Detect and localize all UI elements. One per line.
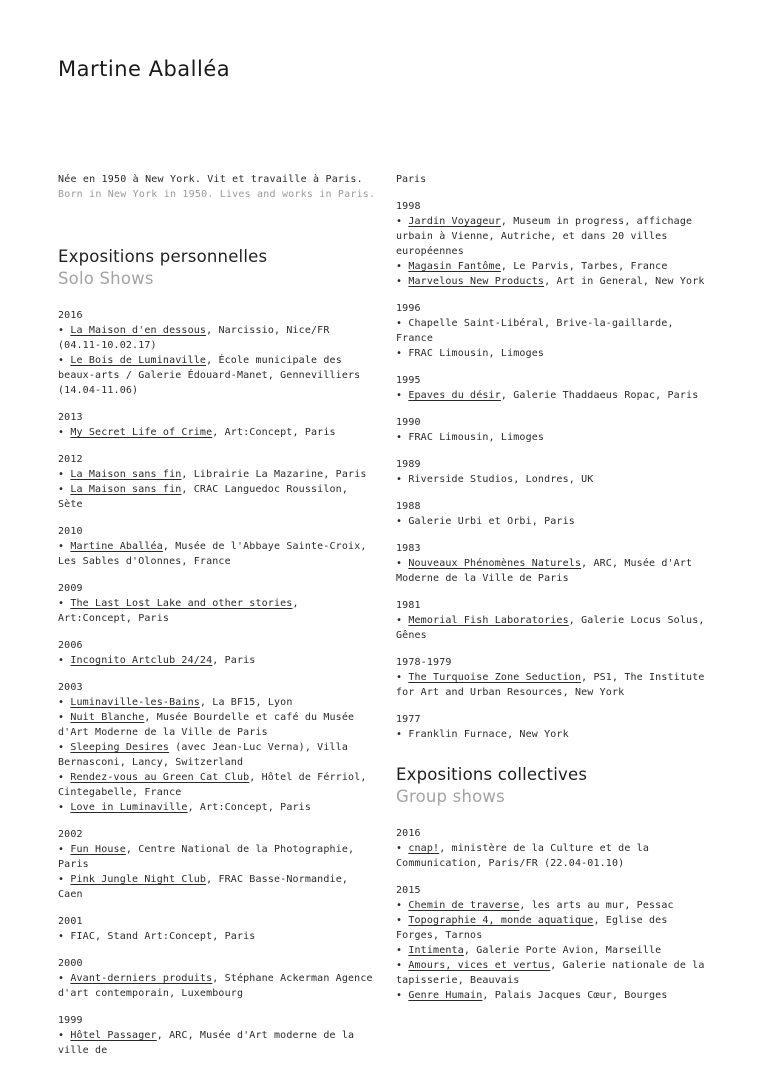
bullet: • [396,558,409,569]
year-block [396,457,714,487]
exhibition-title-link[interactable]: La Maison d'en dessous [70,325,207,336]
year-label: 1996 [396,303,421,314]
exhibition-entry [58,695,376,710]
year-label: 2015 [396,885,421,896]
bullet: • [396,729,409,740]
bullet: • [396,900,409,911]
bullet: • [396,276,409,287]
exhibition-venue: , Art:Concept, Paris [187,802,312,813]
year-block [58,452,376,512]
solo-title-fr: Expositions personnelles [58,247,268,266]
year-label: 1978-1979 [396,657,452,668]
bullet: • [58,1030,71,1041]
exhibition-entry [396,514,714,529]
bullet: • [58,874,71,885]
exhibition-title-link[interactable]: Jardin Voyageur [408,216,501,227]
exhibition-entry [58,425,376,440]
bullet: • [58,355,71,366]
exhibition-venue: , ARC, Musée d'Art Moderne de la Ville de Paris [396,558,693,584]
exhibition-entry [396,316,714,346]
exhibition-venue: , ministère de la Culture et de la Communication, Paris/FR (22.04-01.10) [396,843,650,869]
exhibition-title-link[interactable]: Topographie 4, monde aquatique [408,915,594,926]
year-label: 1998 [396,201,421,212]
year-label: 2001 [58,916,83,927]
bullet: • [396,516,409,527]
exhibition-entry [58,740,376,770]
year-block [58,1013,376,1058]
year-block [58,680,376,815]
exhibition-title-link[interactable]: Sleeping Desires [70,742,170,753]
year-label: 2012 [58,454,83,465]
exhibition-entry [58,929,376,944]
year-block [58,581,376,626]
exhibition-entry [58,482,376,512]
bullet: • [396,990,409,1001]
exhibition-title-link[interactable]: Pink Jungle Night Club [70,874,207,885]
year-label: 2016 [58,310,83,321]
exhibition-entry [396,472,714,487]
year-block [396,373,714,403]
year-label: 1989 [396,459,421,470]
bullet: • [58,655,71,666]
exhibition-venue: , Stéphane Ackerman Agence d'art contemporain, Luxembourg [58,973,373,999]
exhibition-entry [58,653,376,668]
bullet: • [396,432,409,443]
bullet: • [396,945,409,956]
exhibition-title-link[interactable]: cnap! [408,843,440,854]
year-block [58,638,376,668]
bullet: • [58,325,71,336]
exhibition-venue: , les arts au mur, Pessac [519,900,674,911]
exhibition-title-link[interactable]: Marvelous New Products [408,276,545,287]
exhibition-entry [396,346,714,361]
exhibition-entry [396,214,714,259]
year-block [396,598,714,643]
year-block [58,956,376,1001]
bullet: • [58,973,71,984]
group-title-en: Group shows [396,787,505,806]
exhibition-venue: FIAC, Stand Art:Concept, Paris [70,931,256,942]
year-label: 2003 [58,682,83,693]
bullet: • [396,318,409,329]
bullet: • [396,960,409,971]
solo-shows-heading [58,246,376,290]
group-shows-heading [396,764,714,808]
exhibition-venue: FRAC Limousin, Limoges [408,432,545,443]
continuation-text: Paris [396,174,427,185]
exhibition-venue: , Palais Jacques Cœur, Bourges [482,990,668,1001]
exhibition-entry [58,353,376,398]
bullet: • [58,772,71,783]
exhibition-entry [396,898,714,913]
exhibition-venue: , Museum in progress, affichage urbain à Vienne, Autriche, et dans 20 villes européennes [396,216,693,257]
year-block [396,712,714,742]
exhibition-venue: Riverside Studios, Londres, UK [408,474,594,485]
exhibition-venue: , Le Parvis, Tarbes, France [500,261,668,272]
bullet: • [396,348,409,359]
bullet: • [58,844,71,855]
bullet: • [58,541,71,552]
bullet: • [58,598,71,609]
exhibition-entry [396,913,714,943]
year-block [396,883,714,1003]
exhibition-venue: FRAC Limousin, Limoges [408,348,545,359]
exhibition-entry [396,388,714,403]
exhibition-venue: , Galerie Thaddaeus Ropac, Paris [500,390,699,401]
exhibition-title-link[interactable]: Fun House [70,844,126,855]
left-column [58,172,376,1070]
exhibition-title-link[interactable]: Nuit Blanche [70,712,145,723]
exhibition-entry [58,800,376,815]
exhibition-title-link[interactable]: Genre Humain [408,990,483,1001]
solo-title-en: Solo Shows [58,269,154,288]
exhibition-title-link[interactable]: Avant-derniers produits [70,973,213,984]
exhibition-entry [58,710,376,740]
bio-fr: Née en 1950 à New York. Vit et travaille à Paris. [58,174,363,185]
exhibition-entry [396,958,714,988]
exhibition-title-link[interactable]: Rendez-vous au Green Cat Club [70,772,250,783]
exhibition-title-link[interactable]: Nouveaux Phénomènes Naturels [408,558,582,569]
exhibition-venue: , Musée de l'Abbaye Sainte-Croix, Les Sables d'Olonnes, France [58,541,367,567]
exhibition-title-link[interactable]: Incognito Artclub 24/24 [70,655,213,666]
exhibition-entry [58,842,376,872]
exhibition-entry [396,613,714,643]
exhibition-entry [58,467,376,482]
bullet: • [58,712,71,723]
exhibition-title-link[interactable]: Magasin Fantôme [408,261,501,272]
year-block [396,499,714,529]
bullet: • [58,484,71,495]
year-label: 1983 [396,543,421,554]
exhibition-title-link[interactable]: Love in Luminaville [70,802,188,813]
exhibition-title-link[interactable]: Hôtel Passager [70,1030,157,1041]
exhibition-venue: Chapelle Saint-Libéral, Brive-la-gaillarde, France [396,318,674,344]
exhibition-venue: , Centre National de la Photographie, Paris [58,844,355,870]
year-label: 2002 [58,829,83,840]
year-block [58,308,376,398]
year-label: 1988 [396,501,421,512]
exhibition-title-link[interactable]: The Turquoise Zone Seduction [408,672,582,683]
exhibition-venue: , Galerie Locus Solus, Gênes [396,615,705,641]
year-label: 1999 [58,1015,83,1026]
year-label: 2000 [58,958,83,969]
group-shows-list [396,826,714,1003]
year-label: 2016 [396,828,421,839]
year-label: 1977 [396,714,421,725]
exhibition-venue: , Librairie La Mazarine, Paris [181,469,367,480]
bullet: • [396,672,409,683]
exhibition-title-link[interactable]: My Secret Life of Crime [70,427,213,438]
exhibition-title-link[interactable]: Luminaville-les-Bains [70,697,200,708]
year-label: 2013 [58,412,83,423]
year-label: 1981 [396,600,421,611]
bullet: • [396,390,409,401]
year-label: 2010 [58,526,83,537]
exhibition-venue: , Art:Concept, Paris [212,427,336,438]
bullet: • [58,469,71,480]
year-block [396,301,714,361]
exhibition-entry [396,274,714,289]
exhibition-entry [58,539,376,569]
exhibition-entry [58,323,376,353]
exhibition-venue: , Paris [212,655,256,666]
exhibition-title-link[interactable]: Intimenta [408,945,464,956]
right-column [396,172,714,1015]
exhibition-entry [396,430,714,445]
exhibition-entry [396,556,714,586]
exhibition-title-link[interactable]: La Maison sans fin [70,469,182,480]
bio [58,172,376,202]
exhibition-title-link[interactable]: Epaves du désir [408,390,501,401]
exhibition-venue: , Eglise des Forges, Tarnos [396,915,668,941]
bullet: • [396,843,409,854]
year-block [58,410,376,440]
group-title-fr: Expositions collectives [396,765,588,784]
year-label: 2006 [58,640,83,651]
exhibition-title-link[interactable]: Chemin de traverse [408,900,520,911]
solo-shows-list-right [396,199,714,742]
exhibition-entry [396,727,714,742]
bullet: • [396,615,409,626]
exhibition-title-link[interactable]: Martine Aballéa [70,541,163,552]
exhibition-venue: , ARC, Musée d'Art moderne de la ville de [58,1030,355,1056]
exhibition-venue: , Art in General, New York [544,276,705,287]
exhibition-entry [58,872,376,902]
exhibition-entry [396,259,714,274]
exhibition-title-link[interactable]: La Maison sans fin [70,484,182,495]
bio-en: Born in New York in 1950. Lives and works in Paris. [58,189,376,200]
bullet: • [396,216,409,227]
bullet: • [58,697,71,708]
year-block [396,655,714,700]
exhibition-entry [396,670,714,700]
bullet: • [58,427,71,438]
solo-shows-list-left [58,308,376,1058]
exhibition-entry [396,943,714,958]
exhibition-title-link[interactable]: Memorial Fish Laboratories [408,615,569,626]
year-block [396,541,714,586]
exhibition-venue: , Galerie Porte Avion, Marseille [463,945,662,956]
bullet: • [58,931,71,942]
exhibition-venue: , La BF15, Lyon [199,697,293,708]
year-block [58,914,376,944]
bullet: • [396,474,409,485]
year-label: 1995 [396,375,421,386]
exhibition-venue: , Art:Concept, Paris [58,598,299,624]
year-block [396,199,714,289]
exhibition-title-link[interactable]: Amours, vices et vertus [408,960,551,971]
year-block [58,827,376,902]
exhibition-entry [58,1028,376,1058]
bullet: • [396,915,409,926]
year-label: 2009 [58,583,83,594]
exhibition-venue: , Musée Bourdelle et café du Musée d'Art Moderne de la Ville de Paris [58,712,355,738]
exhibition-title-link[interactable]: Le Bois de Luminaville [70,355,207,366]
exhibition-venue: , CRAC Languedoc Roussilon, Sète [58,484,349,510]
exhibition-entry [396,988,714,1003]
exhibition-venue: Franklin Furnace, New York [408,729,569,740]
exhibition-venue: , École municipale des beaux-arts / Galerie Édouard-Manet, Gennevilliers (14.04-11.06) [58,355,361,396]
exhibition-entry [396,841,714,871]
exhibition-entry [58,971,376,1001]
exhibition-venue: , Hôtel de Férriol, Cintegabelle, France [58,772,367,798]
exhibition-entry [58,596,376,626]
exhibition-entry [58,770,376,800]
bullet: • [58,742,71,753]
bullet: • [396,261,409,272]
year-label: 1990 [396,417,421,428]
artist-name: Martine Aballéa [58,57,231,81]
exhibition-venue: , Narcissio, Nice/FR (04.11-10.02.17) [58,325,330,351]
exhibition-title-link[interactable]: The Last Lost Lake and other stories [70,598,293,609]
exhibition-venue: Galerie Urbi et Orbi, Paris [408,516,575,527]
bullet: • [58,802,71,813]
exhibition-venue: , FRAC Basse-Normandie, Caen [58,874,349,900]
exhibition-venue: (avec Jean-Luc Verna), Villa Bernasconi, Lancy, Switzerland [58,742,349,768]
year-block [58,524,376,569]
exhibition-venue: , Galerie nationale de la tapisserie, Beauvais [396,960,705,986]
year-block [396,826,714,871]
year-block [396,415,714,445]
exhibition-venue: , PS1, The Institute for Art and Urban Resources, New York [396,672,705,698]
